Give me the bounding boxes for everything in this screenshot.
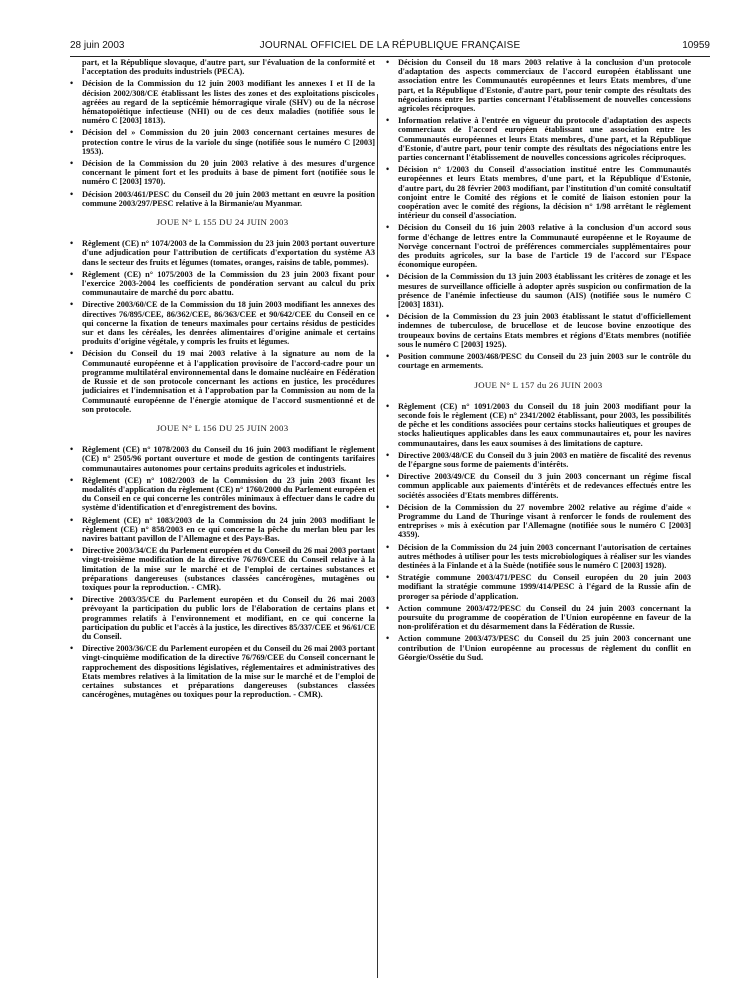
page-header (70, 40, 710, 56)
entry: • Directive 2003/35/CE du Parlement européen et du Conseil du 26 mai 2003 prévoyant la participation du public lors de l'élaboration de certains plans et programmes relatifs à l'environnement et modifiant, en ce qui concerne la participation du public et l'accès à la justice, les directives 85/337/CEE et 96/61/CE du Conseil. (70, 595, 375, 641)
column-divider (377, 94, 378, 978)
entry: • Règlement (CE) n° 1074/2003 de la Commission du 23 juin 2003 portant ouverture d'une adjudication pour l'attribution de certificats d'exportation du système A3 dans le secteur des fruits et légumes (tomates, oranges, raisins de table, pommes). (70, 239, 375, 267)
entry: • Action commune 2003/472/PESC du Conseil du 24 juin 2003 concernant la poursuite du programme de coopération de l'Union européenne en faveur de la non-prolifération et du désarmement dans la Fédération de Russie. (386, 604, 691, 632)
issue-heading: JOUE N° L 155 DU 24 JUIN 2003 (156, 217, 289, 228)
issue-heading: JOUE N° L 157 du 26 JUIN 2003 (474, 379, 603, 390)
entry: • Décision del » Commission du 20 juin 2003 concernant certaines mesures de protection contre le virus de la variole du singe (notifiée sous le numéro C [2003] 1953). (70, 128, 375, 156)
entry: • Décision de la Commission du 27 novembre 2002 relative au régime d'aide « Programme du Land de Thuringe visant à renforcer le fonds de roulement des entreprises » mis à exécution par l'Allemagne (notifiée sous le numéro C [2003] 4359). (386, 503, 691, 540)
entry: • Décision du Conseil du 19 mai 2003 relative à la signature au nom de la Communauté européenne et à l'application provisoire de l'accord-cadre pour un programme multilatéral environnemental dans le domaine nucléaire en Fédération de Russie et de son protocole concernant les actions en justice, les procédures judiciaires et l'indemnisation et à l'approbation par la Commission au nom de la Communauté européenne de l'énergie atomique de l'accord susmentionné et de son protocole. (70, 349, 375, 413)
entry: • Règlement (CE) n° 1078/2003 du Conseil du 16 juin 2003 modifiant le règlement (CE) n° 2505/96 portant ouverture et mode de gestion de contingents tarifaires communautaires autonomes pour certains produits agricoles et industriels. (70, 445, 375, 473)
entry: • Information relative à l'entrée en vigueur du protocole d'adaptation des aspects commerciaux de l'accord européen établissant une association entre les Communautés européennes et leurs Etats membres, d'une part, et la République d'Estonie, d'autre part, pour tenir compte des résultats des négociations entre les parties concernant l'établissement de nouvelles concessions agricoles réciproques. (386, 116, 691, 162)
entry: • Règlement (CE) n° 1082/2003 de la Commission du 23 juin 2003 fixant les modalités d'application du règlement (CE) n° 1760/2000 du Parlement européen et du Conseil en ce qui concerne les contrôles minimaux à effectuer dans le cadre du système d'identification et d'enregistrement des bovins. (70, 476, 375, 513)
entry: • Directive 2003/48/CE du Conseil du 3 juin 2003 en matière de fiscalité des revenus de l'épargne sous forme de paiements d'intérêts. (386, 451, 691, 469)
entry: • Décision de la Commission du 24 juin 2003 concernant l'autorisation de certaines autres méthodes à utiliser pour les tests microbiologiques à réaliser sur les viandes destinées à la Finlande et à la Suède (notifiée sous le numéro C [2003] 1928). (386, 543, 691, 571)
entry: • Décision de la Commission du 20 juin 2003 relative à des mesures d'urgence concernant le piment fort et les produits à base de piment fort (notifiée sous le numéro C [2003] 1970). (70, 159, 375, 187)
entry: • Directive 2003/36/CE du Parlement européen et du Conseil du 26 mai 2003 portant vingt-cinquième modification de la directive 76/769/CEE du Conseil concernant le rapprochement des dispositions législatives, réglementaires et administratives des Etats membres relatives à la limitation de la mise sur le marché et de l'emploi de certaines substances et préparations dangereuses (substances classées cancérogènes, mutagènes ou toxiques pour la reproduction. - CMR). (70, 644, 375, 699)
entry: • Directive 2003/49/CE du Conseil du 3 juin 2003 concernant un régime fiscal commun applicable aux paiements d'intérêts et de redevances effectués entre les sociétés associées d'Etats membres différents. (386, 472, 691, 500)
entry: • Décision du Conseil du 16 juin 2003 relative à la conclusion d'un accord sous forme d'échange de lettres entre la Communauté européenne et le Royaume de Norvège concernant l'octroi de préférences commerciales supplémentaires pour des produits agricoles, sur la base de l'article 19 de l'accord sur l'Espace économique européen. (386, 223, 691, 269)
entry: • Stratégie commune 2003/471/PESC du Conseil européen du 20 juin 2003 modifiant la stratégie commune 1999/414/PESC à l'égard de la Russie afin de proroger sa période d'application. (386, 573, 691, 601)
header-date: 28 juin 2003 (70, 40, 125, 51)
entry: • Décision n° 1/2003 du Conseil d'association institué entre les Communautés européennes et leurs Etats membres, d'une part, et la République d'Estonie, d'autre part, du 28 février 2003 modifiant, par l'institution d'un comité consultatif conjoint entre le Comité des régions et le comité de liaison estonien pour la coopération avec le comité des régions, la décision n° 1/98 arrêtant le règlement intérieur du conseil d'association. (386, 165, 691, 220)
entry: • Décision du Conseil du 18 mars 2003 relative à la conclusion d'un protocole d'adaptation des aspects commerciaux de l'accord européen établissant une association entre les Communautés européennes et leurs Etats membres, d'une part, et la République d'Estonie, d'autre part, pour tenir compte des résultats des négociations entre les parties concernant l'établissement de nouvelles concessions agricoles réciproques. (386, 58, 691, 113)
left-column (70, 58, 375, 702)
entry: • Décision de la Commission du 23 juin 2003 établissant le statut d'officiellement indemnes de tuberculose, de brucellose et de leucose bovine enzootique des troupeaux bovins de certains Etats membres et régions d'Etats membres (notifiée sous le numéro C [2003] 1925). (386, 312, 691, 349)
right-column (386, 58, 691, 665)
journal-title: JOURNAL OFFICIEL DE LA RÉPUBLIQUE FRANÇAISE (259, 40, 521, 51)
page-number: 10959 (682, 40, 710, 51)
issue-heading: JOUE N° L 156 DU 25 JUIN 2003 (156, 422, 289, 433)
entry: • Règlement (CE) n° 1091/2003 du Conseil du 18 juin 2003 modifiant pour la seconde fois le règlement (CE) n° 2341/2002 établissant, pour 2003, les possibilités de pêche et les conditions associées pour certains stocks halieutiques et groupes de stocks halieutiques applicables dans les eaux communautaires et, pour les navires communautaires, dans les eaux soumises à des limitations de capture. (386, 402, 691, 448)
entry: • Décision de la Commission du 12 juin 2003 modifiant les annexes I et II de la décision 2002/308/CE établissant les listes des zones et des exploitations piscicoles agréées au regard de la septicémie hémorragique virale (SHV) ou de la nécrose hématopoïétique infectieuse (NHI) ou de ces deux maladies (notifiée sous le numéro C [2003] 1813). (70, 79, 375, 125)
entry: • Position commune 2003/468/PESC du Conseil du 23 juin 2003 sur le contrôle du courtage en armements. (386, 352, 691, 370)
entry: • Décision 2003/461/PESC du Conseil du 20 juin 2003 mettant en œuvre la position commune 2003/297/PESC relative à la Birmanie/au Myanmar. (70, 190, 375, 208)
entry: • Décision de la Commission du 13 juin 2003 établissant les critères de zonage et les mesures de surveillance officielle à adopter après suspicion ou confirmation de la présence de l'anémie infectieuse du saumon (AIS) (notifiée sous le numéro C [2003] 1831). (386, 272, 691, 309)
entry: • Directive 2003/60/CE de la Commission du 18 juin 2003 modifiant les annexes des directives 76/895/CEE, 86/362/CEE, 86/363/CEE et 90/642/CEE du Conseil en ce qui concerne la fixation de teneurs maximales pour certains résidus de pesticides sur et dans les céréales, les denrées alimentaires d'origine animale et certains produits d'origine végétale, y compris les fruits et légumes. (70, 300, 375, 346)
header-rule (70, 56, 710, 57)
entry-continuation: part, et la République slovaque, d'autre part, sur l'évaluation de la conformité et l'acceptation des produits industriels (PECA). (82, 58, 375, 77)
entry: • Action commune 2003/473/PESC du Conseil du 25 juin 2003 concernant une contribution de l'Union européenne au processus de règlement du conflit en Géorgie/Ossétie du Sud. (386, 634, 691, 662)
entry: • Règlement (CE) n° 1075/2003 de la Commission du 23 juin 2003 fixant pour l'exercice 2003-2004 les coefficients de pondération servant au calcul du prix communautaire de marché du porc abattu. (70, 270, 375, 298)
entry: • Directive 2003/34/CE du Parlement européen et du Conseil du 26 mai 2003 portant vingt-troisième modification de la directive 76/769/CEE du Conseil relative à la limitation de la mise sur le marché et de l'emploi de certaines substances et préparations dangereuses (substances classées cancérogènes, mutagènes ou toxiques pour la reproduction. - CMR). (70, 546, 375, 592)
entry: • Règlement (CE) n° 1083/2003 de la Commission du 24 juin 2003 modifiant le règlement (CE) n° 858/2003 en ce qui concerne la pêche du merlan bleu par les navires battant pavillon de l'Allemagne et des Pays-Bas. (70, 516, 375, 544)
